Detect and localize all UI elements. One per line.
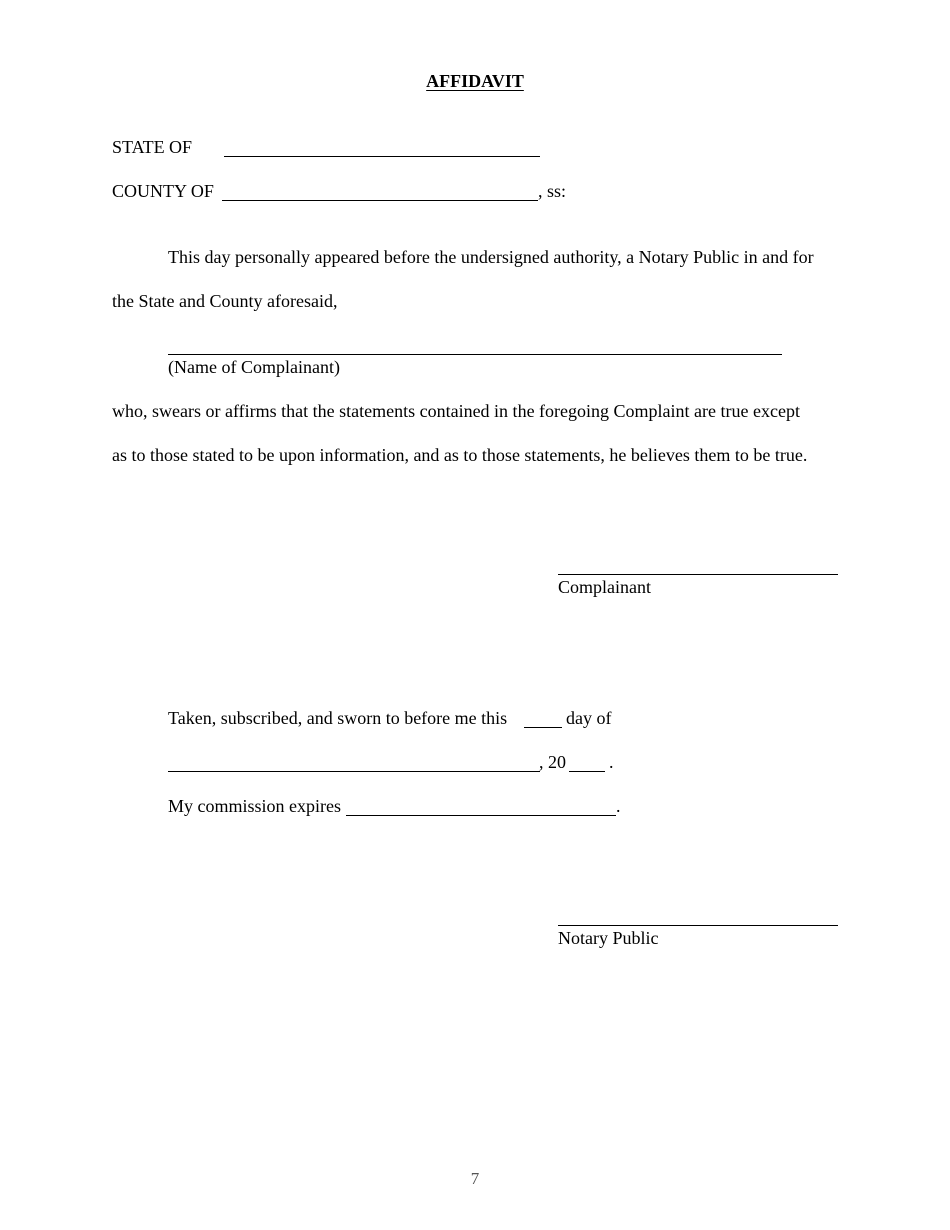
complainant-signature-label: Complainant — [558, 577, 651, 597]
year-prefix: , 20 — [539, 752, 566, 772]
year-blank-line — [569, 771, 605, 772]
year-suffix: . — [609, 752, 614, 772]
county-suffix: , ss: — [538, 181, 567, 201]
day-blank-line — [524, 727, 562, 728]
page-number: 7 — [470, 1169, 480, 1188]
state-blank-line — [224, 156, 540, 157]
state-label: STATE OF — [112, 137, 193, 157]
intro-line-1: This day personally appeared before the undersigned authority, a Notary Public in and for — [168, 247, 814, 267]
commission-suffix: . — [616, 796, 621, 816]
commission-label: My commission expires — [168, 796, 341, 816]
intro-line-2: the State and County aforesaid, — [112, 291, 338, 311]
document-title: AFFIDAVIT — [426, 71, 524, 91]
complainant-signature-line — [558, 574, 838, 575]
body-line-2: as to those stated to be upon information, and as to those statements, he believes them to be true. — [112, 445, 808, 465]
county-label: COUNTY OF — [112, 181, 214, 201]
sworn-text-after: day of — [566, 708, 612, 728]
body-line-1: who, swears or affirms that the statements contained in the foregoing Complaint are true except — [112, 401, 800, 421]
notary-signature-line — [558, 925, 838, 926]
complainant-name-line — [168, 354, 782, 355]
notary-signature-label: Notary Public — [558, 928, 659, 948]
county-blank-line — [222, 200, 538, 201]
sworn-text-before: Taken, subscribed, and sworn to before me this — [168, 708, 508, 728]
complainant-name-caption: (Name of Complainant) — [168, 357, 340, 377]
month-blank-line — [168, 771, 540, 772]
commission-blank-line — [346, 815, 616, 816]
